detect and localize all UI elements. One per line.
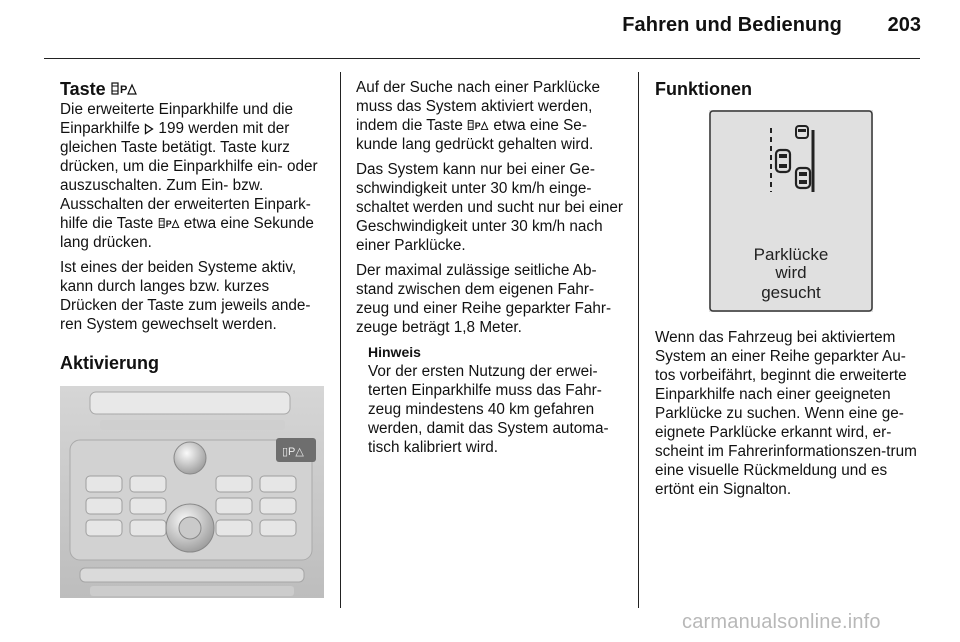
- column-divider: [638, 72, 639, 608]
- text-run: 199 werden mit der gleichen Taste betätigt. Taste kurz drücken, um die Einparkhilfe ein- oder auszuschalten. Zum Ein- bzw. Ausschalten der erweiterten Einpark-hilfe die Taste: [60, 120, 318, 232]
- paragraph: Ist eines der beiden Systeme aktiv, kann durch langes bzw. kurzes Drücken der Taste zum jeweils ande-ren System gewechselt werden.: [60, 259, 311, 333]
- display-text-line3: gesucht: [761, 283, 821, 302]
- driver-info-display: [709, 110, 873, 312]
- svg-text:P: P: [119, 84, 128, 96]
- heading-text: Taste: [60, 79, 111, 99]
- svg-text:P: P: [165, 218, 172, 229]
- control-panel-photo: [60, 386, 324, 598]
- display-text-line2: wird: [775, 263, 807, 282]
- column-2: [356, 78, 624, 457]
- paragraph: Das System kann nur bei einer Ge-schwindigkeit unter 30 km/h einge-schaltet werden und sucht nur bei einer Geschwindigkeit unter 30 km/h nach einer Parklücke.: [356, 161, 624, 254]
- heading-funktionen: Funktionen: [655, 79, 752, 99]
- column-1: [60, 78, 328, 598]
- park-assist-icon: [158, 217, 180, 230]
- page-number: 203: [887, 14, 921, 36]
- note-title: Hinweis: [368, 344, 421, 360]
- display-text-line1: Parklücke: [753, 245, 829, 264]
- text-run: Auf der Suche nach einer Parklücke muss das System aktiviert werden, indem die Taste: [356, 79, 601, 134]
- paragraph: Der maximal zulässige seitliche Ab-stand zwischen dem eigenen Fahr-zeug und einer Reihe geparkter Fahr-zeuge beträgt 1,8 Meter.: [356, 262, 612, 336]
- text-run: etwa eine Se-kunde lang gedrückt gehalten wird.: [356, 117, 594, 153]
- paragraph: [60, 100, 328, 252]
- text-run: etwa eine Sekunde lang drücken.: [60, 215, 314, 251]
- park-assist-icon: [111, 81, 137, 97]
- column-divider: [340, 72, 341, 608]
- heading-aktivierung: Aktivierung: [60, 353, 160, 373]
- paragraph: [356, 78, 624, 154]
- text-run: Die erweiterte Einparkhilfe und die Einparkhilfe: [60, 101, 293, 137]
- column-3: [655, 78, 925, 499]
- page-reference-arrow-icon: [144, 123, 154, 135]
- svg-text:▯P△: ▯P△: [282, 446, 304, 458]
- svg-text:P: P: [474, 120, 481, 131]
- note-block: [356, 343, 624, 457]
- note-text: Vor der ersten Nutzung der erwei-terten Einparkhilfe muss das Fahr-zeug mindestens 40 km gefahren werden, damit das System automa-tisch kalibriert wird.: [368, 363, 609, 456]
- park-assist-icon: [467, 119, 489, 132]
- header-rule: [44, 58, 920, 59]
- heading-taste: [60, 78, 328, 100]
- watermark: carmanualsonline.info: [682, 611, 881, 633]
- paragraph: Wenn das Fahrzeug bei aktiviertem System an einer Reihe geparkter Au-tos vorbeifährt, beginnt die erweiterte Einparkhilfe nach einer geeigneten Parklücke zu suchen. Wenn eine ge-eignete Parklücke erkannt wird, er-scheint im Fahrerinformationszen-trum eine visuelle Rückmeldung und es ertönt ein Signalton.: [655, 329, 917, 498]
- header-title: Fahren und Bedienung: [622, 14, 842, 36]
